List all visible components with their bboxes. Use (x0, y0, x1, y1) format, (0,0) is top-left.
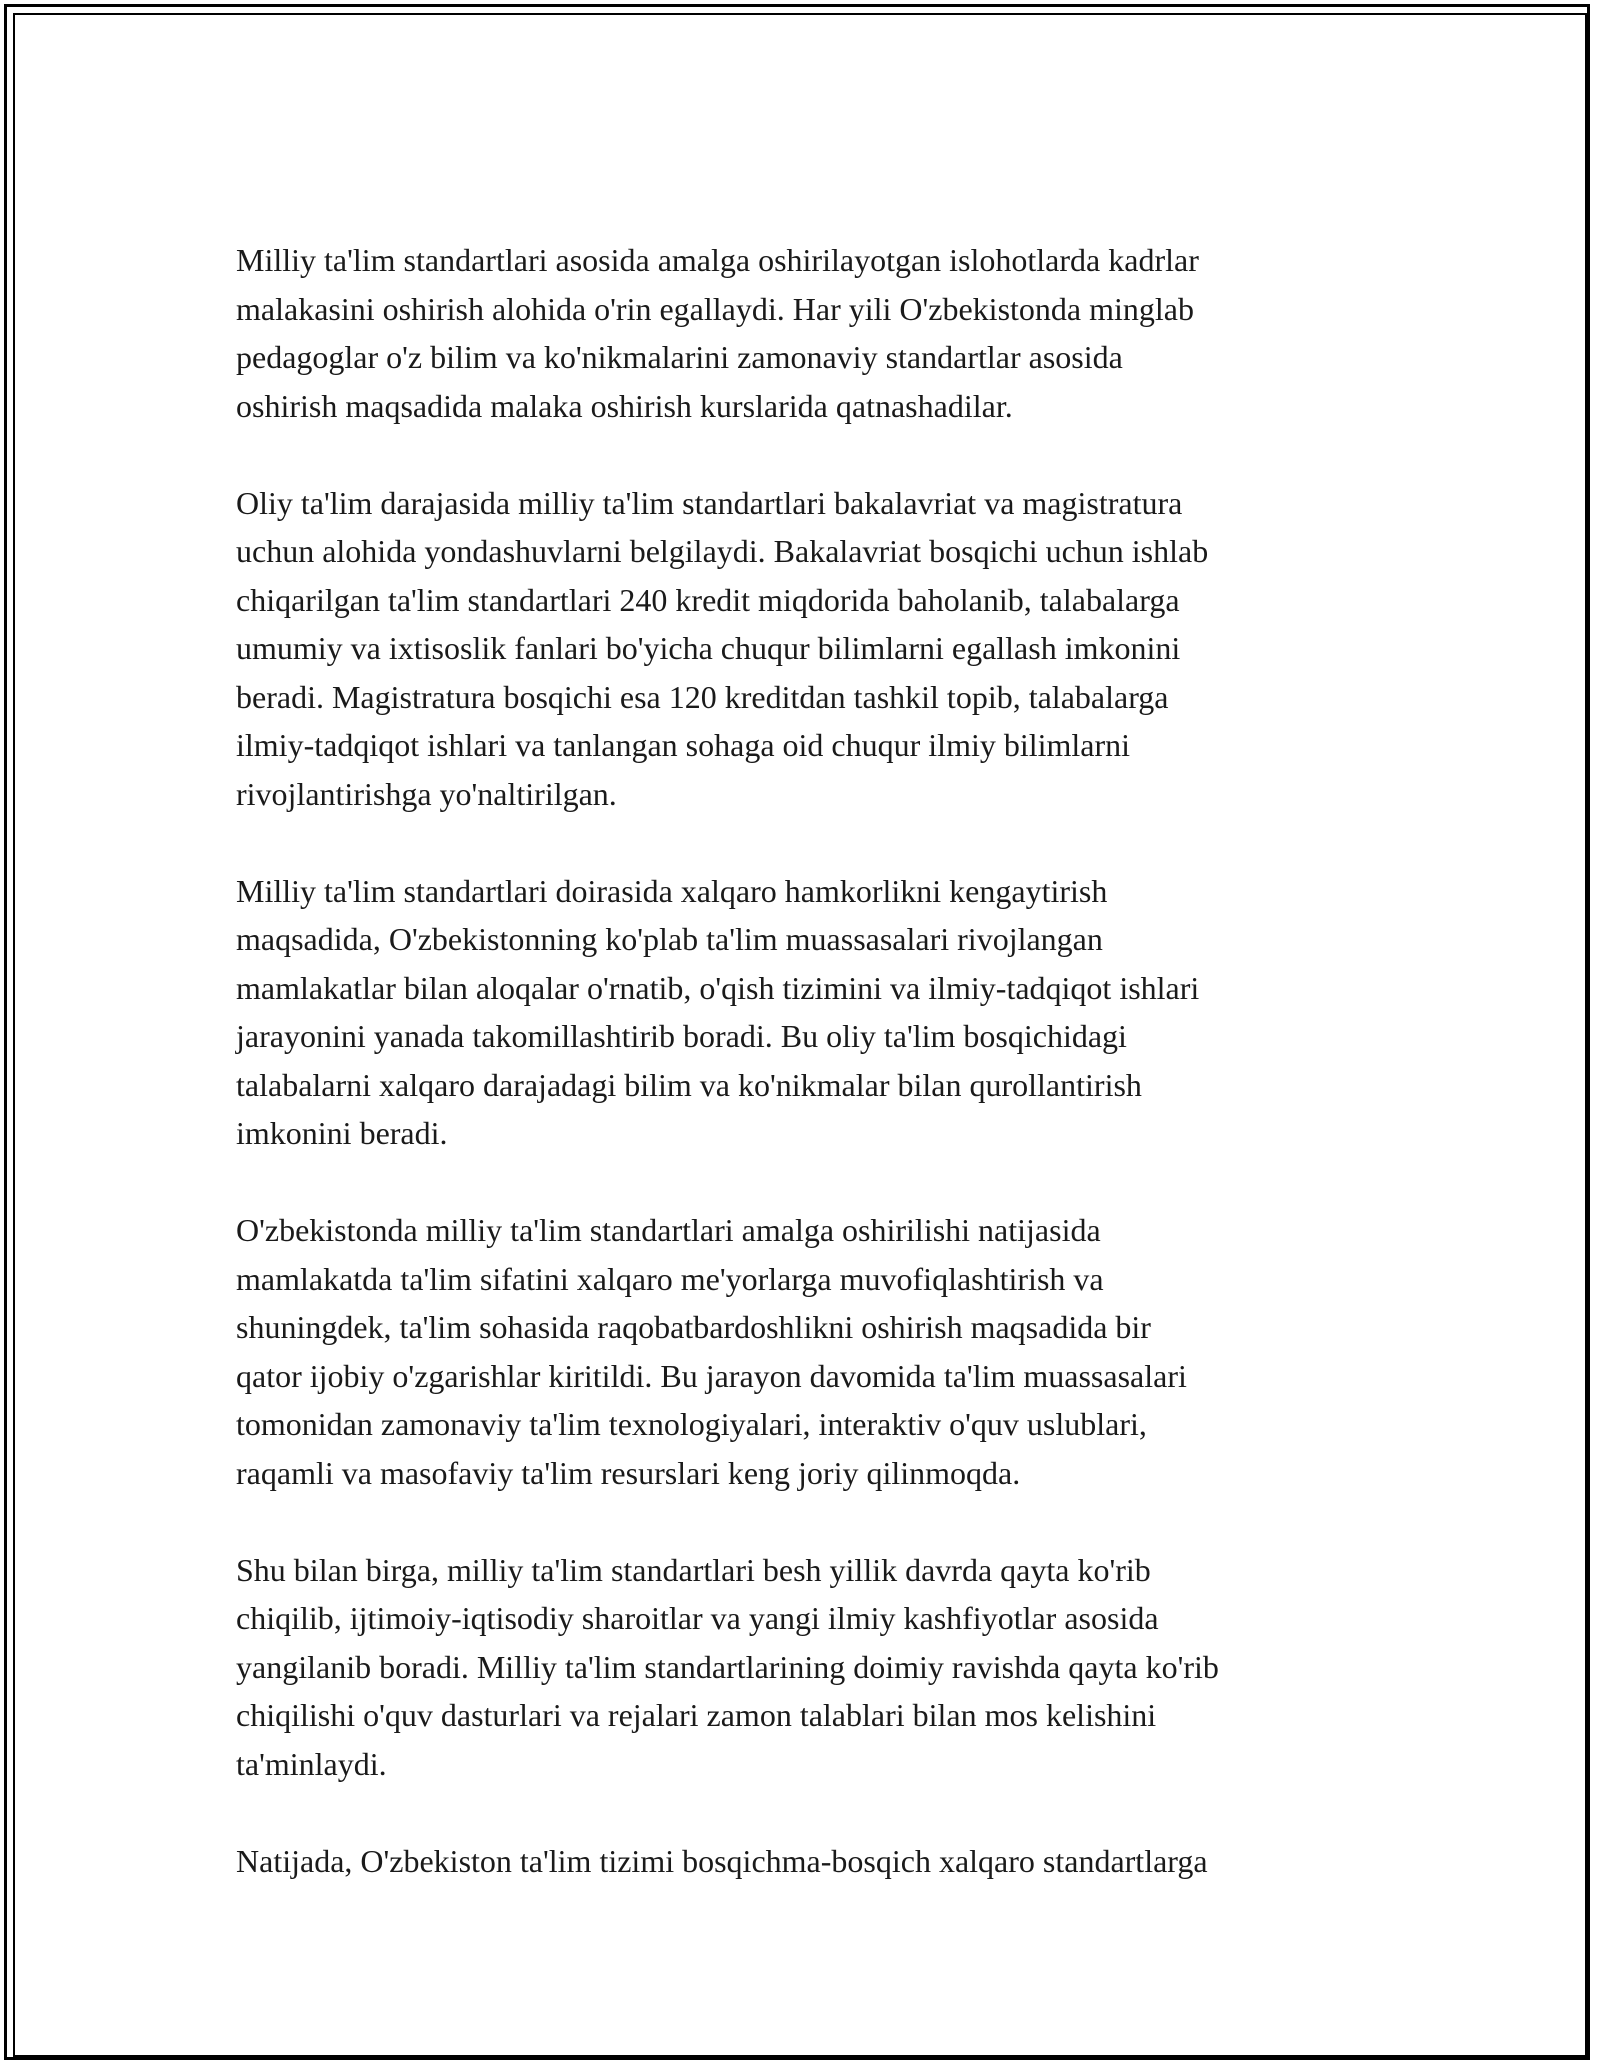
paragraph-2 (236, 479, 1366, 819)
text-line: maqsadida, O'zbekistonning ko'plab ta'lim muassasalari rivojlangan (236, 921, 1103, 957)
text-line: umumiy va ixtisoslik fanlari bo'yicha chuqur bilimlarni egallash imkonini (236, 630, 1181, 666)
document-body (236, 236, 1366, 1885)
text-line: chiqilishi o'quv dasturlari va rejalari zamon talablari bilan mos kelishini (236, 1697, 1157, 1733)
text-line: chiqarilgan ta'lim standartlari 240 kredit miqdorida baholanib, talabalarga (236, 581, 1180, 618)
text-line: malakasini oshirish alohida o'rin egallaydi. Har yili O'zbekistonda minglab (236, 290, 1194, 327)
text-line: yangilanib boradi. Milliy ta'lim standartlarining doimiy ravishda qayta ko'rib (236, 1648, 1219, 1685)
text-line: Shu bilan birga, milliy ta'lim standartlari besh yillik davrda qayta ko'rib (236, 1551, 1151, 1588)
text-line: imkonini beradi. (236, 1115, 448, 1151)
text-line: Milliy ta'lim standartlari doirasida xalqaro hamkorlikni kengaytirish (236, 872, 1108, 909)
text-line: oshirish maqsadida malaka oshirish kurslarida qatnashadilar. (236, 387, 1013, 424)
text-line: jarayonini yanada takomillashtirib boradi. Bu oliy ta'lim bosqichidagi (236, 1018, 1127, 1054)
text-line: tomonidan zamonaviy ta'lim texnologiyalari, interaktiv o'quv uslublari, (236, 1406, 1147, 1442)
paragraph-6 (236, 1837, 1366, 1886)
text-line: Natijada, O'zbekiston ta'lim tizimi bosqichma-bosqich xalqaro standartlarga (236, 1842, 1208, 1879)
text-line: qator ijobiy o'zgarishlar kiritildi. Bu jarayon davomida ta'lim muassasalari (236, 1357, 1187, 1394)
text-line: mamlakatlar bilan aloqalar o'rnatib, o'qish tizimini va ilmiy-tadqiqot ishlari (236, 969, 1200, 1006)
text-line: rivojlantirishga yo'naltirilgan. (236, 775, 617, 812)
paragraph-4 (236, 1206, 1366, 1497)
text-line: Oliy ta'lim darajasida milliy ta'lim standartlari bakalavriat va magistratura (236, 484, 1183, 521)
text-line: O'zbekistonda milliy ta'lim standartlari amalga oshirilishi natijasida (236, 1212, 1101, 1248)
text-line: talabalarni xalqaro darajadagi bilim va ko'nikmalar bilan qurollantirish (236, 1066, 1142, 1103)
text-line: pedagoglar o'z bilim va ko'nikmalarini zamonaviy standartlar asosida (236, 339, 1123, 375)
text-line: raqamli va masofaviy ta'lim resurslari keng joriy qilinmoqda. (236, 1454, 1021, 1491)
text-line: shuningdek, ta'lim sohasida raqobatbardoshlikni oshirish maqsadida bir (236, 1309, 1151, 1345)
text-line: chiqilib, ijtimoiy-iqtisodiy sharoitlar va yangi ilmiy kashfiyotlar asosida (236, 1600, 1159, 1636)
paragraph-1 (236, 236, 1366, 430)
text-line: uchun alohida yondashuvlarni belgilaydi. Bakalavriat bosqichi uchun ishlab (236, 533, 1209, 569)
text-line: beradi. Magistratura bosqichi esa 120 kreditdan tashkil topib, talabalarga (236, 678, 1169, 715)
paragraph-5 (236, 1546, 1366, 1789)
text-line: ilmiy-tadqiqot ishlari va tanlangan sohaga oid chuqur ilmiy bilimlarni (236, 727, 1131, 763)
text-line: Milliy ta'lim standartlari asosida amalga oshirilayotgan islohotlarda kadrlar (236, 242, 1199, 278)
text-line: mamlakatda ta'lim sifatini xalqaro me'yorlarga muvofiqlashtirish va (236, 1260, 1104, 1297)
paragraph-3 (236, 867, 1366, 1158)
text-line: ta'minlaydi. (236, 1745, 387, 1782)
